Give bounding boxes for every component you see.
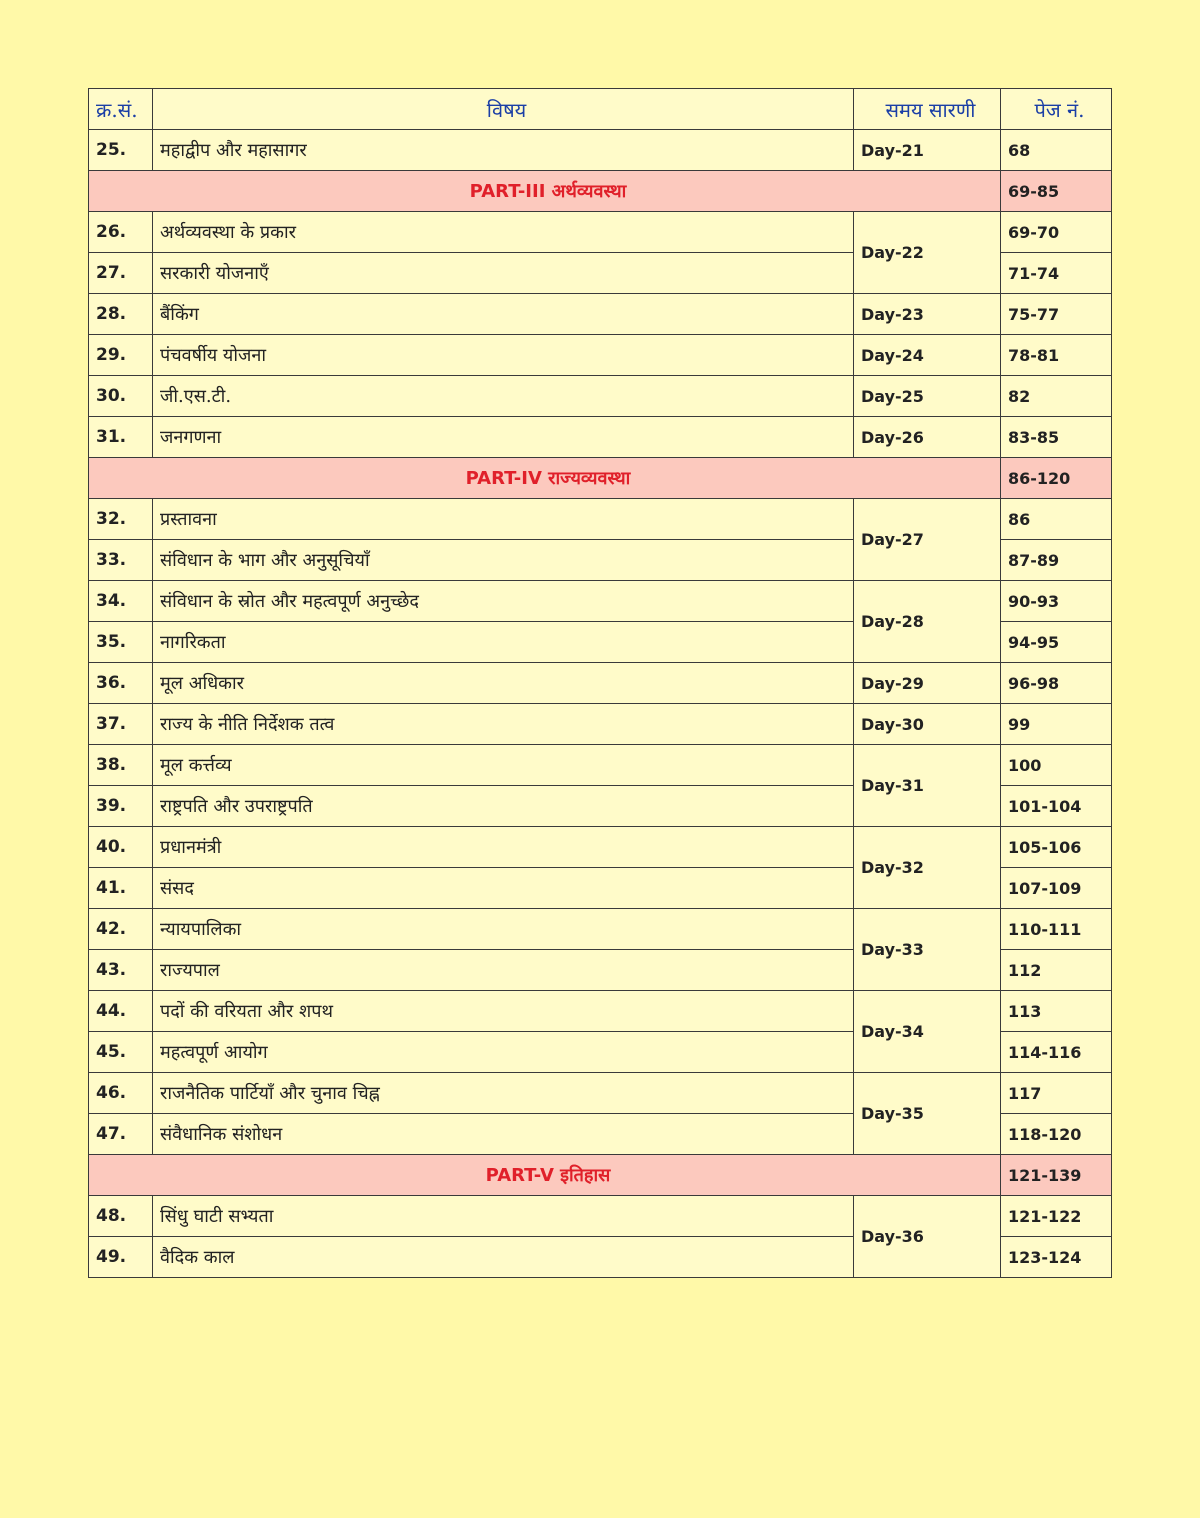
part-title: PART-III अर्थव्यवस्था (89, 171, 1001, 212)
row-pages: 110-111 (1001, 909, 1112, 950)
row-pages: 112 (1001, 950, 1112, 991)
row-subject: जनगणना (153, 417, 854, 458)
table-row (89, 499, 1112, 540)
header-serial-number: क्र.सं. (89, 89, 153, 130)
row-subject: पंचवर्षीय योजना (153, 335, 854, 376)
part-pages: 121-139 (1001, 1155, 1112, 1196)
row-number: 49. (89, 1237, 153, 1278)
row-subject: नागरिकता (153, 622, 854, 663)
row-day: Day-21 (854, 130, 1001, 171)
part-title: PART-V इतिहास (89, 1155, 1001, 1196)
table-row (89, 294, 1112, 335)
row-pages: 117 (1001, 1073, 1112, 1114)
row-number: 31. (89, 417, 153, 458)
row-subject: संवैधानिक संशोधन (153, 1114, 854, 1155)
row-number: 41. (89, 868, 153, 909)
row-pages: 69-70 (1001, 212, 1112, 253)
row-day: Day-32 (854, 827, 1001, 909)
row-subject: संसद (153, 868, 854, 909)
row-number: 27. (89, 253, 153, 294)
table-row (89, 909, 1112, 950)
row-pages: 90-93 (1001, 581, 1112, 622)
row-subject: राज्यपाल (153, 950, 854, 991)
row-day: Day-33 (854, 909, 1001, 991)
table-row (89, 991, 1112, 1032)
row-number: 35. (89, 622, 153, 663)
row-pages: 83-85 (1001, 417, 1112, 458)
row-subject: न्यायपालिका (153, 909, 854, 950)
row-number: 25. (89, 130, 153, 171)
row-subject: प्रधानमंत्री (153, 827, 854, 868)
row-day: Day-23 (854, 294, 1001, 335)
row-pages: 87-89 (1001, 540, 1112, 581)
row-pages: 94-95 (1001, 622, 1112, 663)
row-day: Day-24 (854, 335, 1001, 376)
table-row (89, 376, 1112, 417)
row-number: 44. (89, 991, 153, 1032)
table-row (89, 130, 1112, 171)
contents-table (88, 88, 1112, 1278)
part-pages: 86-120 (1001, 458, 1112, 499)
row-pages: 68 (1001, 130, 1112, 171)
table-row (89, 212, 1112, 253)
row-day: Day-26 (854, 417, 1001, 458)
row-pages: 71-74 (1001, 253, 1112, 294)
row-subject: राज्य के नीति निर्देशक तत्व (153, 704, 854, 745)
row-pages: 99 (1001, 704, 1112, 745)
row-number: 26. (89, 212, 153, 253)
row-number: 37. (89, 704, 153, 745)
table-row (89, 745, 1112, 786)
row-pages: 118-120 (1001, 1114, 1112, 1155)
table-row (89, 1073, 1112, 1114)
row-number: 28. (89, 294, 153, 335)
part-title: PART-IV राज्यव्यवस्था (89, 458, 1001, 499)
part-row (89, 1155, 1112, 1196)
row-subject: सरकारी योजनाएँ (153, 253, 854, 294)
table-row (89, 581, 1112, 622)
row-pages: 96-98 (1001, 663, 1112, 704)
row-number: 29. (89, 335, 153, 376)
row-subject: अर्थव्यवस्था के प्रकार (153, 212, 854, 253)
row-pages: 100 (1001, 745, 1112, 786)
row-pages: 121-122 (1001, 1196, 1112, 1237)
part-row (89, 458, 1112, 499)
row-pages: 86 (1001, 499, 1112, 540)
row-number: 32. (89, 499, 153, 540)
row-day: Day-30 (854, 704, 1001, 745)
row-day: Day-27 (854, 499, 1001, 581)
row-day: Day-29 (854, 663, 1001, 704)
part-pages: 69-85 (1001, 171, 1112, 212)
table-row (89, 704, 1112, 745)
row-subject: मूल अधिकार (153, 663, 854, 704)
row-number: 42. (89, 909, 153, 950)
row-number: 48. (89, 1196, 153, 1237)
row-pages: 101-104 (1001, 786, 1112, 827)
row-day: Day-31 (854, 745, 1001, 827)
row-subject: महत्वपूर्ण आयोग (153, 1032, 854, 1073)
row-number: 45. (89, 1032, 153, 1073)
row-day: Day-25 (854, 376, 1001, 417)
header-schedule: समय सारणी (854, 89, 1001, 130)
table-row (89, 1196, 1112, 1237)
table-row (89, 417, 1112, 458)
table-row (89, 827, 1112, 868)
row-subject: संविधान के भाग और अनुसूचियाँ (153, 540, 854, 581)
row-day: Day-35 (854, 1073, 1001, 1155)
row-number: 43. (89, 950, 153, 991)
row-number: 39. (89, 786, 153, 827)
row-day: Day-28 (854, 581, 1001, 663)
row-pages: 113 (1001, 991, 1112, 1032)
row-subject: जी.एस.टी. (153, 376, 854, 417)
row-number: 40. (89, 827, 153, 868)
row-subject: राष्ट्रपति और उपराष्ट्रपति (153, 786, 854, 827)
row-subject: राजनैतिक पार्टियाँ और चुनाव चिह्न (153, 1073, 854, 1114)
row-pages: 82 (1001, 376, 1112, 417)
header-page-number: पेज नं. (1001, 89, 1112, 130)
row-number: 34. (89, 581, 153, 622)
row-subject: सिंधु घाटी सभ्यता (153, 1196, 854, 1237)
row-subject: महाद्वीप और महासागर (153, 130, 854, 171)
row-pages: 123-124 (1001, 1237, 1112, 1278)
row-subject: बैंकिंग (153, 294, 854, 335)
row-number: 47. (89, 1114, 153, 1155)
row-pages: 114-116 (1001, 1032, 1112, 1073)
row-number: 36. (89, 663, 153, 704)
row-pages: 107-109 (1001, 868, 1112, 909)
row-number: 38. (89, 745, 153, 786)
row-subject: मूल कर्त्तव्य (153, 745, 854, 786)
table-row (89, 335, 1112, 376)
row-subject: संविधान के स्रोत और महत्वपूर्ण अनुच्छेद (153, 581, 854, 622)
header-subject: विषय (153, 89, 854, 130)
row-pages: 105-106 (1001, 827, 1112, 868)
row-day: Day-36 (854, 1196, 1001, 1278)
table-row (89, 663, 1112, 704)
row-pages: 75-77 (1001, 294, 1112, 335)
row-number: 30. (89, 376, 153, 417)
row-number: 46. (89, 1073, 153, 1114)
row-subject: वैदिक काल (153, 1237, 854, 1278)
row-pages: 78-81 (1001, 335, 1112, 376)
part-row (89, 171, 1112, 212)
row-day: Day-34 (854, 991, 1001, 1073)
row-subject: पदों की वरियता और शपथ (153, 991, 854, 1032)
row-day: Day-22 (854, 212, 1001, 294)
row-number: 33. (89, 540, 153, 581)
row-subject: प्रस्तावना (153, 499, 854, 540)
header-row (89, 89, 1112, 130)
